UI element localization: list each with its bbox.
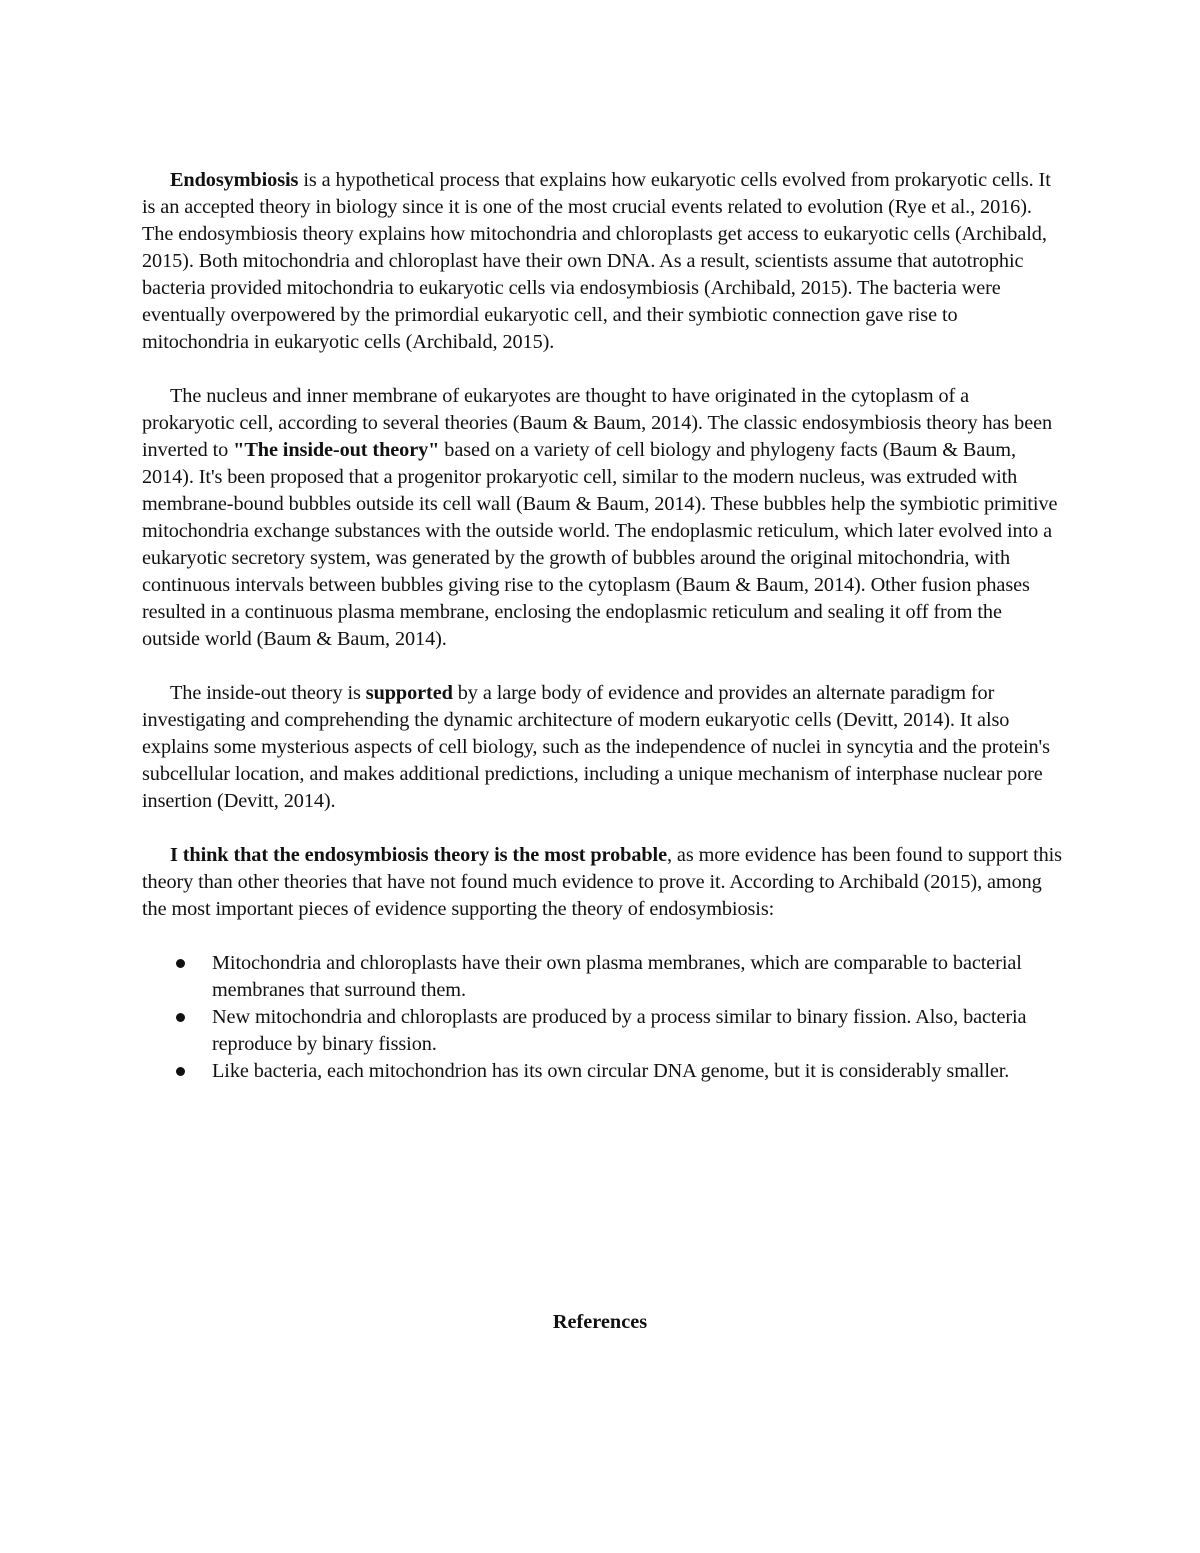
paragraph-inside-out-theory	[142, 383, 1062, 653]
term-supported: supported	[365, 682, 453, 704]
references-heading: References	[552, 1311, 648, 1333]
list-item-text: New mitochondria and chloroplasts are produced by a process similar to binary fission. Also, bacteria reproduce by binary fission.	[212, 1006, 1027, 1055]
list-item-text: Like bacteria, each mitochondrion has its own circular DNA genome, but it is considerably smaller.	[212, 1060, 1010, 1082]
paragraph-text: is a hypothetical process that explains how eukaryotic cells evolved from prokaryotic cells. It is an accepted theory in biology since it is one of the most crucial events related to evolution (Rye et al., 2016). The endosymbiosis theory explains how mitochondria and chloroplasts get access to eukaryotic cells (Archibald, 2015). Both mitochondria and chloroplast have their own DNA. As a result, scientists assume that autotrophic bacteria provided mitochondria to eukaryotic cells via endosymbiosis (Archibald, 2015). The bacteria were eventually overpowered by the primordial eukaryotic cell, and their symbiotic connection gave rise to mitochondria in eukaryotic cells (Archibald, 2015).	[142, 169, 1051, 353]
bullet-icon	[176, 1013, 185, 1022]
opinion-statement: I think that the endosymbiosis theory is the most probable	[170, 844, 667, 866]
paragraph-text: The inside-out theory is	[170, 682, 366, 704]
term-endosymbiosis: Endosymbiosis	[170, 169, 299, 191]
paragraph-evidence-support	[142, 680, 1062, 815]
list-item	[142, 950, 1062, 1004]
paragraph-text: based on a variety of cell biology and phylogeny facts (Baum & Baum, 2014). It's been proposed that a progenitor prokaryotic cell, similar to the modern nucleus, was extruded with membrane-bound bubbles outside its cell wall (Baum & Baum, 2014). These bubbles help the symbiotic primitive mitochondria exchange substances with the outside world. The endoplasmic reticulum, which later evolved into a eukaryotic secretory system, was generated by the growth of bubbles around the original mitochondria, with continuous intervals between bubbles giving rise to the cytoplasm (Baum & Baum, 2014). Other fusion phases resulted in a continuous plasma membrane, enclosing the endoplasmic reticulum and sealing it off from the outside world (Baum & Baum, 2014).	[142, 439, 1058, 650]
list-item	[142, 1058, 1062, 1085]
paragraph-endosymbiosis-intro	[142, 167, 1062, 356]
evidence-list	[142, 950, 1062, 1085]
paragraph-text: The nucleus and inner membrane of eukaryotes are thought to have originated in the cytoplasm of a prokaryotic cell, according to several theories (Baum & Baum, 2014). The classic endosymbiosis theory has been inverted to	[142, 385, 1053, 461]
paragraph-text: by a large body of evidence and provides an alternate paradigm for investigating and comprehending the dynamic architecture of modern eukaryotic cells (Devitt, 2014). It also explains some mysterious aspects of cell biology, such as the independence of nuclei in syncytia and the protein's subcellular location, and makes additional predictions, including a unique mechanism of interphase nuclear pore insertion (Devitt, 2014).	[142, 682, 1050, 812]
term-inside-out-theory: "The inside-out theory"	[233, 439, 440, 461]
paragraph-text: , as more evidence has been found to support this theory than other theories that have not found much evidence to prove it. According to Archibald (2015), among the most important pieces of evidence supporting the theory of endosymbiosis:	[142, 844, 1062, 920]
list-item	[142, 1004, 1062, 1058]
list-item-text: Mitochondria and chloroplasts have their own plasma membranes, which are comparable to bacterial membranes that surround them.	[212, 952, 1022, 1001]
paragraph-opinion	[142, 842, 1062, 923]
bullet-icon	[176, 1067, 185, 1076]
bullet-icon	[176, 959, 185, 968]
document-body	[142, 167, 1062, 1085]
